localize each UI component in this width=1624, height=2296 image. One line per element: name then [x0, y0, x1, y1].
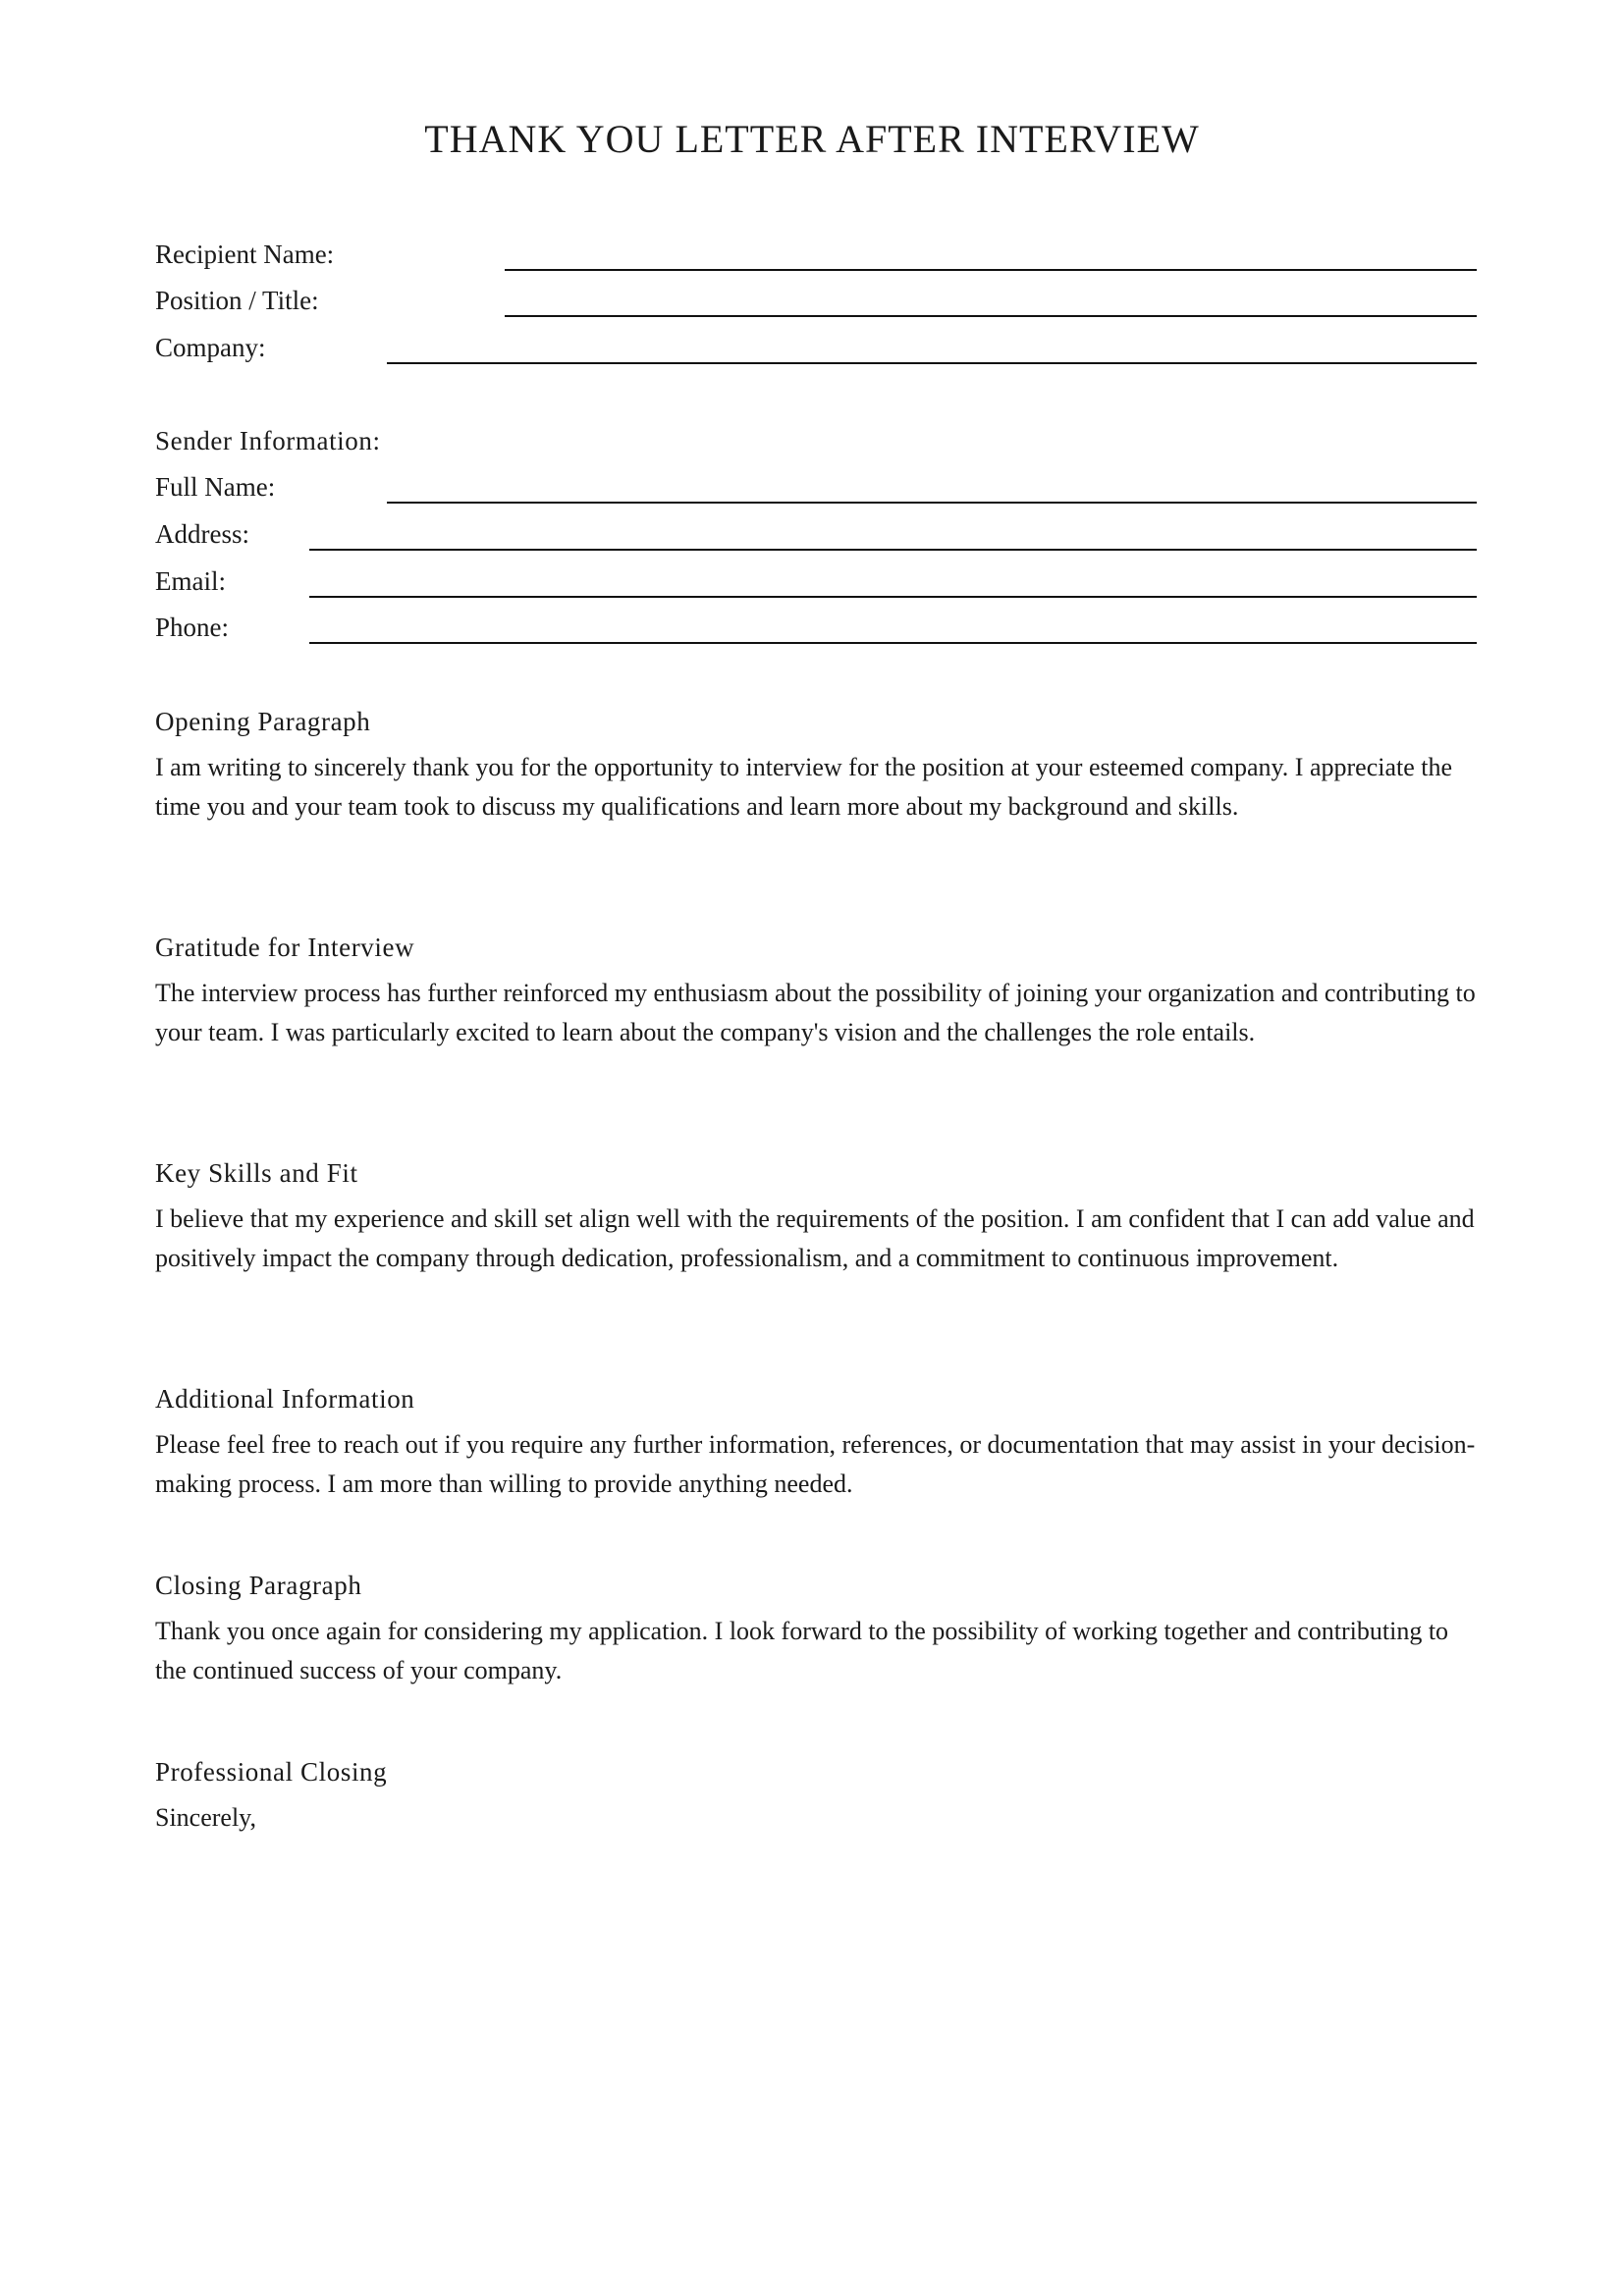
opening-paragraph-text: I am writing to sincerely thank you for the opportunity to interview for the position at your esteemed company. I appreciate the time you and your team took to discuss my qualifications and learn more about my background and skills.: [155, 753, 1453, 821]
company-label: Company:: [155, 333, 266, 362]
email-field: [155, 564, 1477, 604]
professional-closing-heading: Professional Closing: [155, 1757, 388, 1787]
opening-paragraph-heading: Opening Paragraph: [155, 707, 371, 736]
gratitude-paragraph-text: The interview process has further reinforced my enthusiasm about the possibility of joining your organization and contributing to your team. I was particularly excited to learn about the company's vision and the challenges the role entails.: [155, 979, 1476, 1046]
recipient-name-label: Recipient Name:: [155, 240, 335, 269]
recipient-name-field: [155, 238, 1477, 277]
position-title-input-line[interactable]: [505, 315, 1477, 317]
closing-paragraph-heading: Closing Paragraph: [155, 1571, 362, 1600]
key-skills-heading: Key Skills and Fit: [155, 1158, 358, 1188]
full-name-field: [155, 470, 1477, 509]
address-field: [155, 517, 1477, 557]
address-label: Address:: [155, 519, 249, 549]
full-name-input-line[interactable]: [387, 502, 1477, 504]
phone-field: [155, 611, 1477, 650]
company-field: [155, 331, 1477, 370]
company-input-line[interactable]: [387, 362, 1477, 364]
full-name-label: Full Name:: [155, 472, 276, 502]
position-title-field: [155, 284, 1477, 323]
page-title: THANK YOU LETTER AFTER INTERVIEW: [424, 117, 1200, 161]
email-label: Email:: [155, 566, 226, 596]
additional-information-heading: Additional Information: [155, 1384, 415, 1414]
sign-off-text: Sincerely,: [155, 1803, 256, 1832]
closing-paragraph-text: Thank you once again for considering my application. I look forward to the possibility of working together and contributing to the continued success of your company.: [155, 1617, 1449, 1684]
sender-information-heading: Sender Information:: [155, 426, 381, 455]
recipient-name-input-line[interactable]: [505, 269, 1477, 271]
key-skills-paragraph-text: I believe that my experience and skill set align well with the requirements of the position. I am confident that I can add value and positively impact the company through dedication, professionalism, and a commitment to continuous improvement.: [155, 1204, 1475, 1272]
address-input-line[interactable]: [309, 549, 1477, 551]
email-input-line[interactable]: [309, 596, 1477, 598]
gratitude-heading: Gratitude for Interview: [155, 933, 415, 962]
position-title-label: Position / Title:: [155, 286, 319, 315]
phone-label: Phone:: [155, 613, 230, 642]
phone-input-line[interactable]: [309, 642, 1477, 644]
additional-information-paragraph-text: Please feel free to reach out if you require any further information, references, or documentation that may assist in your decision-making process. I am more than willing to provide anything needed.: [155, 1430, 1476, 1498]
